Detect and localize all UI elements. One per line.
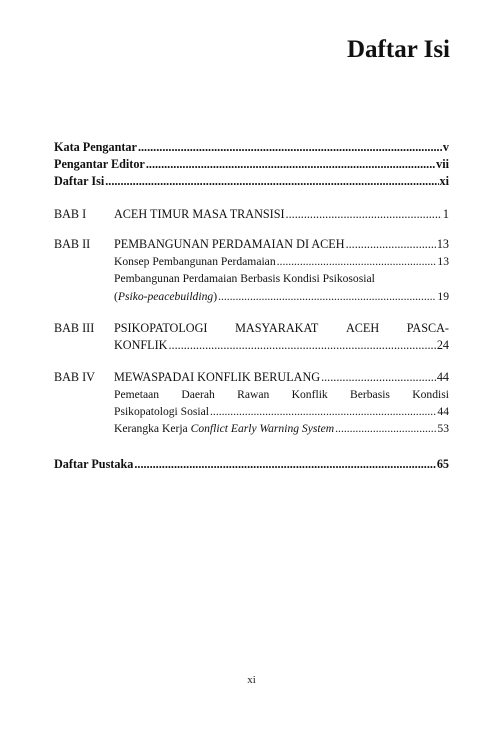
toc-subentry-psikososial-line2[interactable] [114,290,449,303]
toc-entry-daftar-isi[interactable] [54,174,449,189]
toc-entry-bab-1[interactable] [114,207,449,222]
toc-label: PEMBANGUNAN PERDAMAIAN DI ACEH [114,237,345,251]
toc-entry-bab-3-line1[interactable]: PSIKOPATOLOGI MASYARAKAT ACEH PASCA- [114,321,449,335]
toc-subentry-konsep[interactable] [114,255,449,268]
toc-entry-kata-pengantar[interactable] [54,140,449,155]
leader-dots [138,140,442,155]
toc-page: 53 [437,422,449,435]
toc-page: xi [439,174,449,188]
page-number: xi [247,674,256,686]
leader-dots [335,422,436,435]
toc-page: 1 [442,207,449,221]
toc-subentry-pemetaan-line2[interactable] [114,405,449,418]
toc-label: Pengantar Editor [54,157,145,171]
toc-page: 44 [436,370,449,384]
leader-dots [210,405,436,418]
toc-subentry-kerangka[interactable] [114,422,449,435]
toc-entry-bab-2[interactable] [114,237,449,252]
toc-page: 13 [437,255,449,268]
toc-label: KONFLIK [114,338,168,352]
toc-label: MEWASPADAI KONFLIK BERULANG [114,370,321,384]
leader-dots [346,237,436,252]
toc-label: Psikopatologi Sosial [114,405,210,418]
toc-entry-daftar-pustaka[interactable] [54,457,449,472]
toc-label: Konsep Pembangunan Perdamaian [114,255,276,268]
leader-dots [105,174,438,189]
toc-label: Daftar Isi [54,174,105,188]
toc-page: 44 [437,405,449,418]
leader-dots [169,338,436,353]
toc-label: Kata Pengantar [54,140,137,154]
leader-dots [218,290,436,303]
toc-page: 24 [436,338,449,352]
toc-page: v [442,140,449,154]
toc-label: ACEH TIMUR MASA TRANSISI [114,207,285,221]
chapter-number: BAB I [54,207,87,221]
leader-dots [286,207,442,222]
leader-dots [134,457,435,472]
toc-entry-bab-4[interactable] [114,370,449,385]
toc-page: 65 [436,457,449,471]
toc-page: 19 [437,290,449,303]
toc-entry-bab-3-line2[interactable] [114,338,449,353]
leader-dots [321,370,436,385]
toc-page: 13 [436,237,449,251]
toc-subentry-pemetaan-line1[interactable]: Pemetaan Daerah Rawan Konflik Berbasis Kondisi [114,388,449,401]
page-title: Daftar Isi [346,36,450,63]
leader-dots [277,255,437,268]
toc-label: Kerangka Kerja Conflict Early Warning System [114,422,335,435]
toc-entry-pengantar-editor[interactable] [54,157,449,172]
chapter-number: BAB II [54,237,91,251]
chapter-number: BAB III [54,321,95,335]
leader-dots [146,157,435,172]
toc-label: (Psiko-peacebuilding) [114,290,218,303]
toc-subentry-psikososial-line1[interactable]: Pembangunan Perdamaian Berbasis Kondisi Psikososial [114,272,375,285]
toc-label: Daftar Pustaka [54,457,134,471]
chapter-number: BAB IV [54,370,95,384]
toc-page: vii [436,157,449,171]
